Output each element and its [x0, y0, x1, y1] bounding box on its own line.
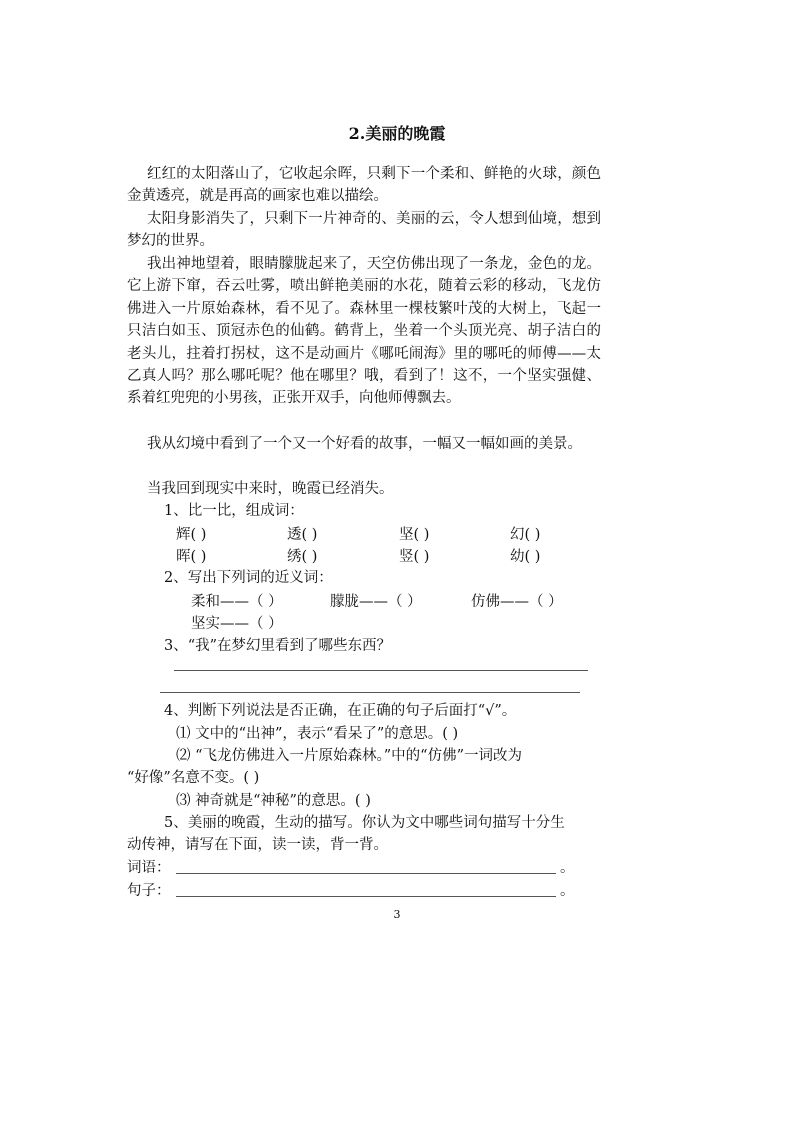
question-5-label-cont: 动传神，请写在下面，读一读，背一背。: [127, 837, 388, 853]
words-end-mark: 。: [560, 860, 575, 876]
words-label: 词语：: [127, 860, 171, 876]
words-answer-line[interactable]: [176, 873, 556, 874]
q4-statement-2-cont: “好像”名意不变。( ): [127, 770, 260, 786]
q1-item-hui2[interactable]: 晖( ): [176, 549, 207, 565]
q2-item-rouhe[interactable]: 柔和——（ ）: [191, 594, 283, 610]
q3-answer-line-1[interactable]: [174, 670, 588, 671]
question-2-label: 2、写出下列词的近义词：: [164, 570, 333, 586]
question-3-label: 3、“我”在梦幻里看到了哪些东西？: [164, 638, 392, 654]
passage-paragraph-1: 红红的太阳落山了，它收起余晖，只剩下一个柔和、鲜艳的火球，颜色金黄透亮，就是再高的画家也难以描绘。: [127, 166, 601, 205]
question-5-label: 5、美丽的晚霞，生动的描写。你认为文中哪些词句描写十分生: [164, 815, 565, 831]
q2-item-menglong[interactable]: 朦胧——（ ）: [330, 594, 422, 610]
q4-statement-2: ⑵ “飞龙仿佛进入一片原始森林。”中的“仿佛”一词改为: [176, 748, 523, 764]
q1-item-hui[interactable]: 辉( ): [176, 527, 207, 543]
page-number: 3: [393, 908, 401, 921]
q3-answer-line-2[interactable]: [160, 692, 580, 693]
q2-item-jianshi[interactable]: 坚实——（ ）: [191, 616, 283, 632]
q4-statement-3: ⑶ 神奇就是“神秘”的意思。( ): [176, 793, 371, 809]
passage-paragraph-4: 我从幻境中看到了一个又一个好看的故事，一幅又一幅如画的美景。: [147, 436, 582, 452]
q1-item-shu[interactable]: 竖( ): [399, 549, 430, 565]
question-4-label: 4、判断下列说法是否正确，在正确的句子后面打“√”。: [164, 703, 517, 719]
q1-item-huan[interactable]: 幻( ): [510, 527, 541, 543]
passage-paragraph-2: 太阳身影消失了，只剩下一片神奇的、美丽的云，令人想到仙境，想到梦幻的世界。: [127, 211, 601, 250]
q1-item-xiu[interactable]: 绣( ): [287, 549, 318, 565]
q2-item-fangfu[interactable]: 仿佛——（ ）: [471, 594, 563, 610]
passage-paragraph-5: 当我回到现实中来时，晚霞已经消失。: [147, 481, 394, 497]
page-title: 2.美丽的晚霞: [348, 124, 446, 143]
q4-statement-1: ⑴ 文中的“出神”，表示“看呆了”的意思。( ): [176, 726, 459, 742]
question-1-label: 1、比一比，组成词：: [164, 503, 304, 519]
q1-item-jian[interactable]: 坚( ): [399, 527, 430, 543]
q1-item-you[interactable]: 幼( ): [510, 549, 541, 565]
sentence-end-mark: 。: [560, 883, 575, 899]
q1-item-tou[interactable]: 透( ): [287, 527, 318, 543]
sentence-label: 句子：: [127, 883, 171, 899]
sentence-answer-line[interactable]: [176, 896, 556, 897]
passage-paragraph-3: 我出神地望着，眼睛朦胧起来了，天空仿佛出现了一条龙，金色的龙。它上游下窜，吞云吐雾，喷出鲜艳美丽的水花，随着云彩的移动，飞龙仿佛进入一片原始森林，看不见了。森林里一棵枝繁叶茂的大树上，飞起一只洁白如玉、顶冠赤色的仙鹤。鹤背上，坐着一个头顶光亮、胡子洁白的老头儿，拄着打拐杖，这不是动画片《哪吒闹海》里的哪吒的师傅——太乙真人吗？那么哪吒呢？他在哪里？哦，看到了！这不，一个坚实强健、系着红兜兜的小男孩，正张开双手，向他师傅飘去。: [127, 256, 601, 407]
